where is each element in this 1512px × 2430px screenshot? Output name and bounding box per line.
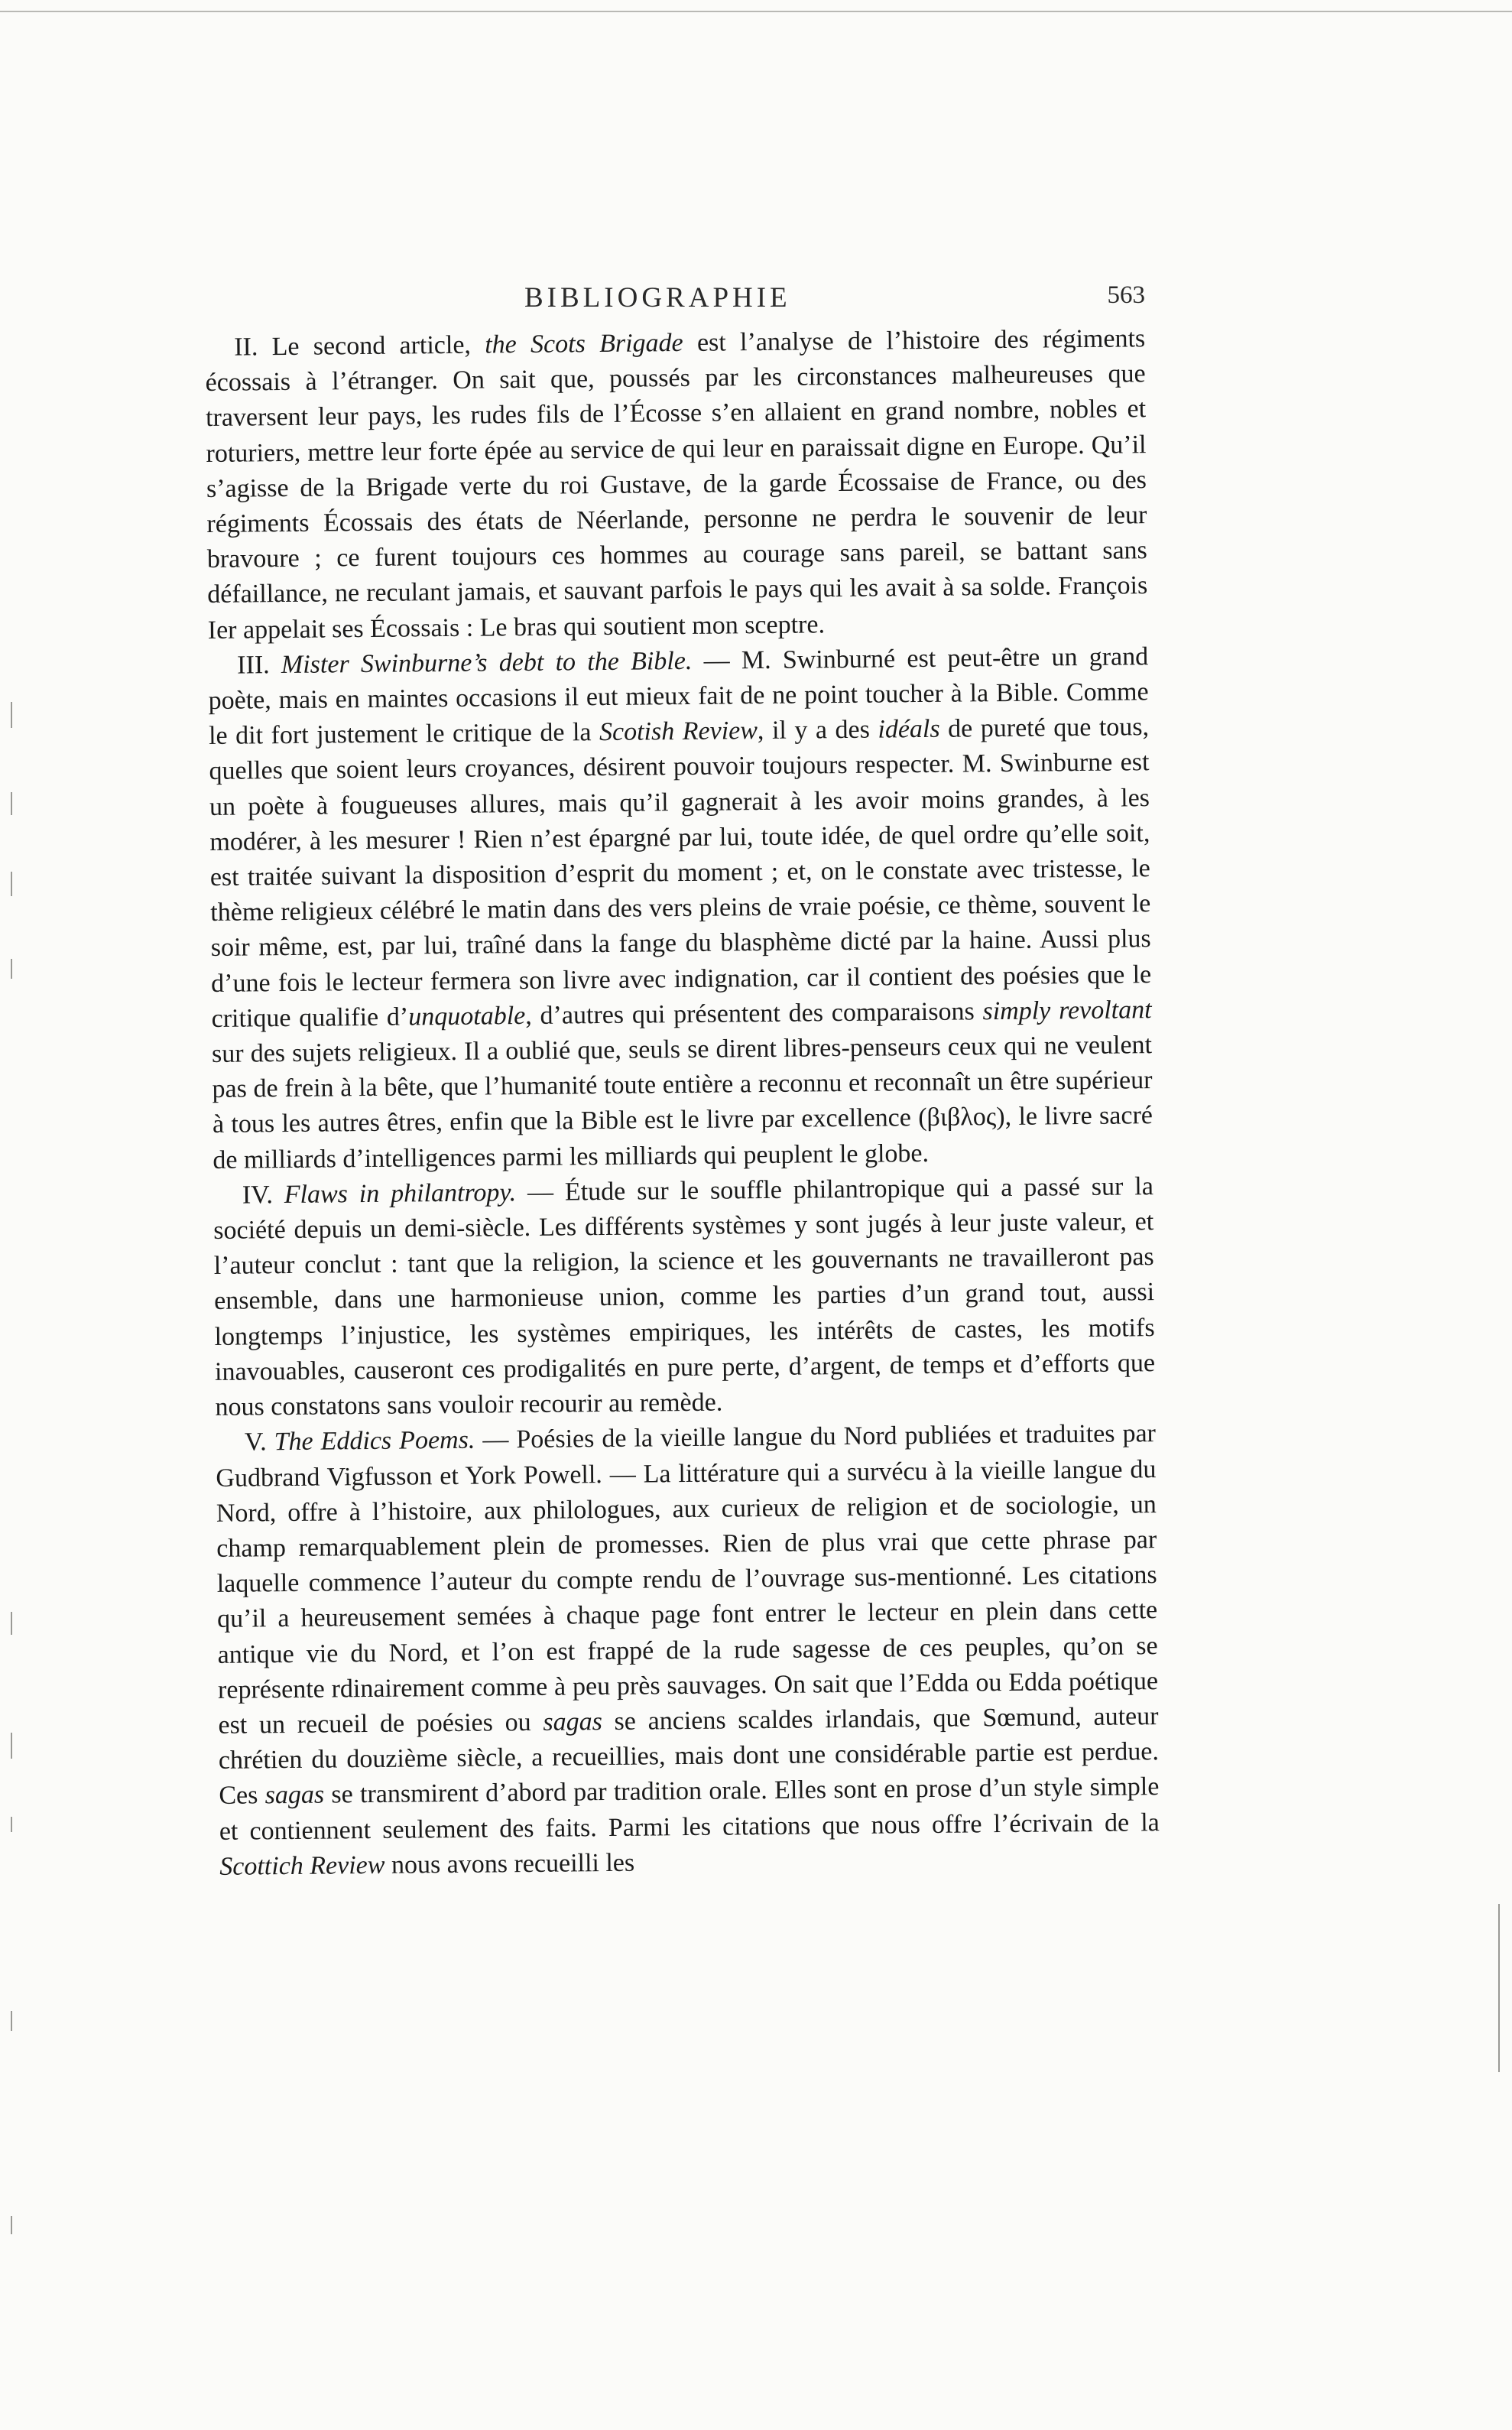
scan-mark: [11, 1733, 12, 1759]
italic-term: sagas: [264, 1780, 325, 1810]
text-segment: , il y a des: [757, 715, 878, 746]
italic-title: the Scots Brigade: [485, 328, 683, 359]
text-segment: — Étude sur le souffle philantropique qui a passé sur la société depuis un demi-siècle. Les différents systèmes y sont jugés à leur juste valeur, et l’auteur conclut : tant que la religion, la science et les gouvernants ne travailleront pas ensemble, dans une harmonieuse union, comme les parties d’un grand tout, aussi longtemps l’injustice, les systèmes empiriques, les intérêts de castes, les motifs inavouables, causeront ces prodigalités en pure perte, d’argent, de temps et d’efforts que nous constatons sans vouloir recourir au remède.: [213, 1172, 1156, 1422]
running-head: BIBLIOGRAPHIE: [524, 282, 791, 313]
page-header: [205, 281, 1145, 327]
italic-title: Scottich Review: [219, 1850, 385, 1881]
text-segment: se transmirent d’abord par tradition orale. Elles sont en prose d’un style simple et contiennent seulement des faits. Parmi les citations que nous offre l’écrivain de la: [219, 1772, 1160, 1846]
scan-mark: [11, 872, 12, 896]
text-segment: de pureté que tous, quelles que soient leurs croyances, désirent pouvoir toujours respecter. M. Swinburne est un poète à fougueuses allures, mais qu’il gagnerait à les avoir moins grandes, à les modérer, à les mesurer ! Rien n’est épargné par lui, toute idée, de quel ordre qu’elle soit, est traitée suivant la disposition d’esprit du moment ; et, on le constate avec tristesse, le thème religieux célébré le matin dans des vers pleins de vraie poésie, ce thème, souvent le soir même, est, par lui, traîné dans la fange du blasphème dicté par la haine. Aussi plus d’une fois le lecteur fermera son livre avec indignation, car il contient des poésies que le critique qualifie d’: [209, 713, 1152, 1033]
scan-mark: [11, 792, 12, 815]
scan-mark: [11, 702, 12, 728]
italic-term: sagas: [543, 1707, 603, 1736]
paragraph-eddics-poems: [216, 1416, 1160, 1884]
body-text: [205, 321, 1160, 1885]
text-segment: — M. Swinburné est peut-être un grand poète, mais en maintes occasions il eut mieux fait de ne point toucher à la Bible. Comme le dit fort justement le critique de la: [208, 642, 1149, 751]
paragraph-philantropy: [213, 1169, 1156, 1425]
scan-mark: [11, 959, 12, 979]
paragraph-swinburne: [208, 639, 1153, 1178]
scan-mark: [11, 2011, 12, 2031]
text-segment: sur des sujets religieux. Il a oublié que, seuls se dirent libres-penseurs ceux qui ne veulent pas de frein à la bête, que l’humanité toute entière a reconnu et reconnaît un être supérieur à tous les autres êtres, enfin que la Bible est le livre par excellence (βιβλος), le livre sacré de milliards d’intelligences parmi les milliards qui peuplent le globe.: [211, 1031, 1153, 1174]
scan-mark: [11, 1817, 12, 1832]
scan-mark: [11, 2216, 12, 2234]
italic-title: The Eddics Poems.: [274, 1425, 475, 1457]
italic-title: Flaws in philantropy.: [284, 1178, 517, 1209]
paragraph-scots-brigade: [205, 321, 1148, 648]
italic-term: idéals: [878, 715, 940, 744]
italic-term: simply revoltant: [982, 996, 1152, 1026]
text-segment: V.: [244, 1428, 274, 1457]
text-segment: est l’analyse de l’histoire des régiments écossais à l’étranger. On sait que, poussés par les circonstances malheureuses que traversent leur pays, les rudes fils de l’Écosse s’en allaient en grand nombre, nobles et roturiers, mettre leur forte épée au service de qui leur en paraissait digne en Europe. Qu’il s’agisse de la Brigade verte du roi Gustave, de la garde Écossaise de France, ou des régiments Écossais des états de Néerlande, personne ne perdra le souvenir de leur bravoure ; ce furent toujours ces hommes au courage sans pareil, se battant sans défaillance, ne reculant jamais, et sauvant parfois le pays qui les avait à sa solde. François Ier appelait ses Écossais : Le bras qui soutient mon sceptre.: [205, 324, 1148, 645]
text-segment: — Poésies de la vieille langue du Nord publiées et traduites par Gudbrand Vigfusson et York Powell. — La littérature qui a survécu à la vieille langue du Nord, offre à l’histoire, aux philologues, aux curieux de religion et de sociologie, un champ remarquablement plein de promesses. Rien de plus vrai que cette phrase par laquelle commence l’auteur du compte rendu de l’ouvrage sus-mentionné. Les citations qu’il a heureusement semées à chaque page font entrer le lecteur en plein dans cette antique vie du Nord, et l’on est frappé de la rude sagesse de ces peuples, qu’on se représente rdinairement comme à peu près sauvages. On sait que l’Edda ou Edda poétique est un recueil de poésies ou: [216, 1419, 1159, 1740]
scan-mark: [11, 1612, 12, 1635]
text-segment: IV.: [242, 1180, 284, 1210]
scan-mark: [1498, 1904, 1500, 2072]
page-top-edge-rule: [0, 11, 1512, 12]
italic-title: Scotish Review: [599, 716, 758, 747]
text-segment: II. Le second article,: [234, 330, 485, 362]
text-segment: nous avons recueilli les: [384, 1848, 635, 1879]
text-segment: se anciens scaldes irlandais, que Sœmund, auteur chrétien du douzième siècle, a recueillies, mais dont une considérable partie est perdue. Ces: [218, 1702, 1160, 1811]
text-segment: III.: [237, 650, 282, 680]
italic-title: Mister Swinburne’s debt to the Bible.: [281, 646, 693, 679]
page-number: 563: [1107, 281, 1145, 309]
text-segment: , d’autres qui présentent des comparaisons: [525, 997, 983, 1030]
italic-term: unquotable: [408, 1001, 526, 1031]
